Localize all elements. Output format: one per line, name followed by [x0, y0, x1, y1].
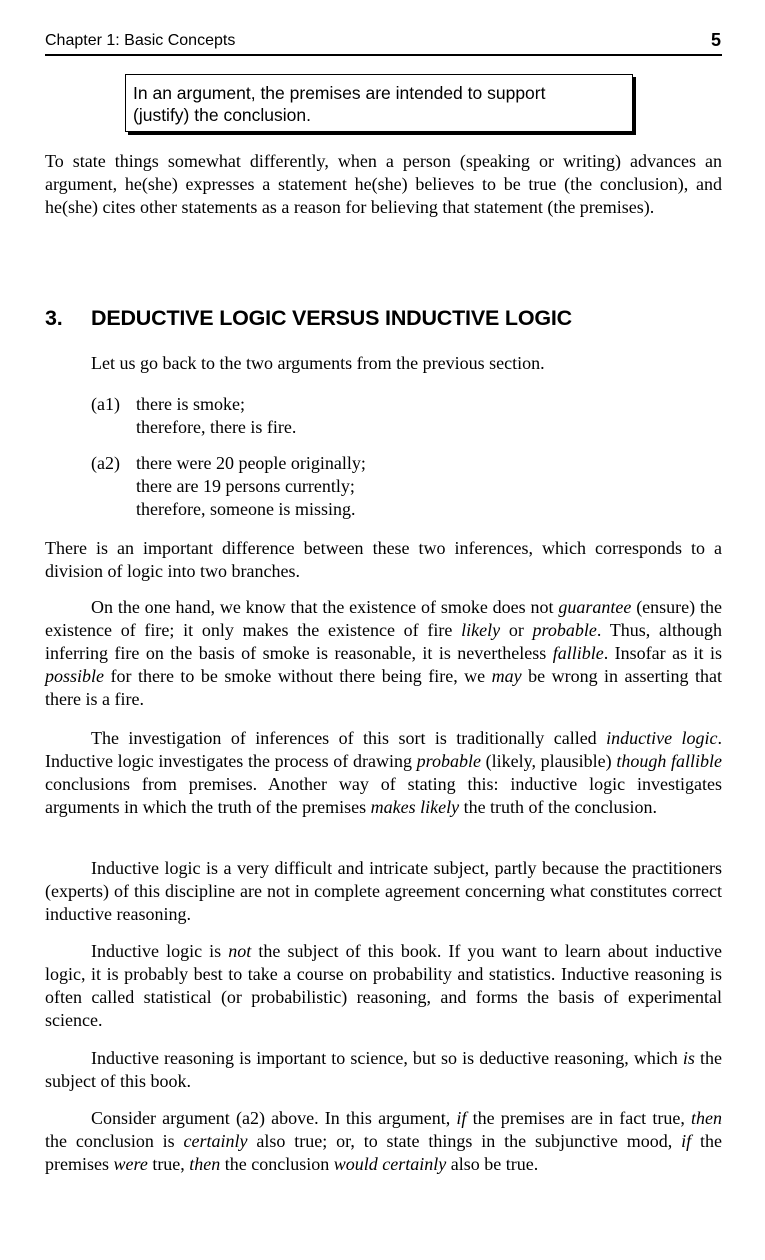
emphasis: not — [228, 941, 252, 961]
emphasis: were — [113, 1154, 148, 1174]
example-label: (a2) — [91, 453, 120, 473]
emphasis: if — [456, 1108, 467, 1128]
emphasis: would certainly — [333, 1154, 447, 1174]
example-line: there were 20 people originally; — [136, 453, 366, 473]
text-run: true, — [147, 1154, 190, 1174]
emphasis: certainly — [183, 1131, 248, 1151]
chapter-title: Chapter 1: Basic Concepts — [45, 32, 236, 49]
text-run: Consider argument (a2) above. In this argument, — [91, 1108, 457, 1128]
text-run: the premises — [45, 1131, 722, 1174]
paragraph-consider-a2 — [45, 1107, 722, 1176]
section-number: 3. — [45, 306, 63, 330]
text-run: the subject of this book. If you want to learn about inductive logic, it is probably best to take a course on probability and statistics. Inductive reasoning is often called statistical (or probabilistic) reasoning, and forms the basis of experimental science. — [45, 941, 722, 1030]
paragraph-inductive-difficult: Inductive logic is a very difficult and intricate subject, partly because the practitioners (experts) of this discipline are not in complete agreement concerning what constitutes correct inductive reasoning. — [45, 858, 722, 924]
text-run: the conclusion is — [45, 1131, 184, 1151]
paragraph-difference: There is an important difference between these two inferences, which corresponds to a division of logic into two branches. — [45, 538, 722, 581]
callout-line-1: In an argument, the premises are intended to support — [133, 83, 546, 103]
text-run: . Inductive logic investigates the process of drawing — [45, 728, 722, 771]
emphasis: possible — [45, 666, 105, 686]
emphasis: if — [681, 1131, 692, 1151]
text-run: . Insofar as it is — [603, 643, 722, 663]
definition-callout-box — [125, 74, 633, 132]
callout-line-2: (justify) the conclusion. — [133, 105, 311, 125]
example-lines — [136, 393, 296, 439]
emphasis: though fallible — [616, 751, 722, 771]
text-run: the conclusion — [220, 1154, 334, 1174]
emphasis: is — [682, 1048, 695, 1068]
paragraph-deductive-subject — [45, 1047, 722, 1093]
intro-paragraph: To state things somewhat differently, when a person (speaking or writing) advances an argument, he(she) expresses a statement he(she) believes to be true (the conclusion), and he(she) cites other statements as a reason for believing that statement (the premises). — [45, 151, 722, 217]
text-run: . Thus, although inferring fire on the basis of smoke is reasonable, it is nevertheless — [45, 620, 722, 663]
emphasis: guarantee — [558, 597, 632, 617]
text-run: or — [500, 620, 533, 640]
emphasis: probable — [416, 751, 481, 771]
paragraph-inductive-logic-definition — [45, 727, 722, 819]
lead-sentence: Let us go back to the two arguments from the previous section. — [91, 353, 545, 373]
text-run: On the one hand, we know that the existence of smoke does not — [91, 597, 559, 617]
text-run: Inductive logic is — [91, 941, 229, 961]
example-line: therefore, there is fire. — [136, 417, 297, 437]
emphasis: then — [189, 1154, 221, 1174]
text-run: the truth of the conclusion. — [459, 797, 658, 817]
emphasis: may — [491, 666, 522, 686]
paragraph-smoke-fire — [45, 596, 722, 711]
emphasis: inductive logic — [606, 728, 718, 748]
emphasis: then — [691, 1108, 723, 1128]
emphasis: fallible — [552, 643, 604, 663]
example-line: there are 19 persons currently; — [136, 476, 355, 496]
page-number: 5 — [710, 30, 721, 50]
text-run: the subject of this book. — [45, 1048, 722, 1091]
text-run: the premises are in fact true, — [466, 1108, 692, 1128]
section-title: DEDUCTIVE LOGIC VERSUS INDUCTIVE LOGIC — [91, 306, 572, 330]
emphasis: probable — [532, 620, 597, 640]
text-run: for there to be smoke without there being fire, we — [104, 666, 492, 686]
text-run: also be true. — [446, 1154, 539, 1174]
emphasis: likely — [461, 620, 501, 640]
example-lines — [136, 452, 366, 521]
running-header — [45, 30, 722, 56]
text-run: conclusions from premises. Another way of stating this: inductive logic investigates arguments in which the truth of the premises — [45, 774, 722, 817]
text-run: also true; or, to state things in the subjunctive mood, — [247, 1131, 682, 1151]
example-label: (a1) — [91, 394, 120, 414]
text-run: (ensure) the existence of fire; it only makes the existence of fire — [45, 597, 722, 640]
paragraph-not-subject — [45, 940, 722, 1032]
example-line: there is smoke; — [136, 394, 245, 414]
text-run: Inductive reasoning is important to science, but so is deductive reasoning, which — [91, 1048, 683, 1068]
text-run: be wrong in asserting that there is a fire. — [45, 666, 722, 709]
text-run: (likely, plausible) — [480, 751, 617, 771]
text-run: The investigation of inferences of this sort is traditionally called — [91, 728, 607, 748]
emphasis: makes likely — [370, 797, 460, 817]
example-line: therefore, someone is missing. — [136, 499, 356, 519]
